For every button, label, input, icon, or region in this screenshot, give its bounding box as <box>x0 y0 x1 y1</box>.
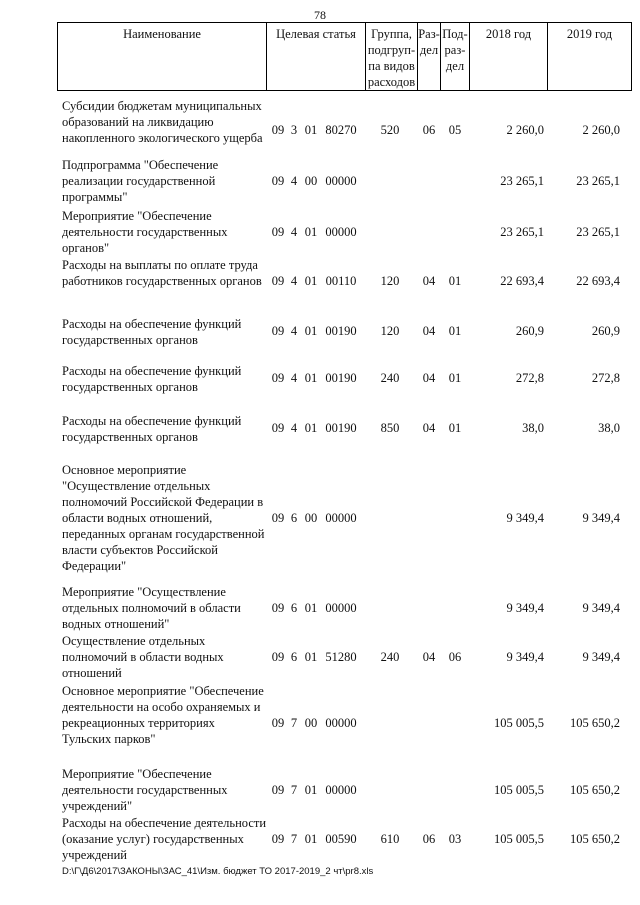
cell-cs2: 4 <box>290 225 298 239</box>
row-name: Мероприятие "Обеспечение деятельности государственных органов" <box>62 209 228 255</box>
cell-grp: 520 <box>380 123 400 137</box>
row-name: Основное мероприятие "Обеспечение деятельности на особо охраняемых и рекреационных территориях Тульских парков" <box>62 684 264 746</box>
cell-v2018: 105 005,5 <box>494 832 544 846</box>
cell-cs2: 4 <box>290 324 298 338</box>
row-name: Основное мероприятие "Осуществление отдельных полномочий Российской Федерации в области водных отношений, переданных органам государственной власти субъектов Российской Федерации" <box>62 463 265 573</box>
cell-pr: 01 <box>448 371 462 385</box>
cell-cs1: 09 <box>271 832 285 846</box>
cell-cs1: 09 <box>271 371 285 385</box>
cell-cs4: 00000 <box>325 716 357 730</box>
cell-v2018: 22 693,4 <box>500 274 544 288</box>
cell-v2019: 105 650,2 <box>570 832 620 846</box>
cell-v2018: 105 005,5 <box>494 783 544 797</box>
cell-cs1: 09 <box>271 716 285 730</box>
cell-cs4: 80270 <box>325 123 357 137</box>
cell-v2018: 105 005,5 <box>494 716 544 730</box>
cell-cs2: 3 <box>290 123 298 137</box>
row-name: Субсидии бюджетам муниципальных образований на ликвидацию накопленного экологического ущерба <box>62 99 263 145</box>
cell-cs3: 01 <box>304 650 318 664</box>
cell-cs4: 00000 <box>325 783 357 797</box>
cell-cs2: 4 <box>290 371 298 385</box>
cell-cs2: 7 <box>290 783 298 797</box>
header-group: Группа, подгруп- па видов расходов <box>365 23 417 90</box>
cell-cs2: 7 <box>290 832 298 846</box>
file-path-footer: D:\Г\Д6\2017\ЗАКОНЫ\ЗАС_41\Изм. бюджет ТО 2017-2019_2 чт\pr8.xls <box>62 866 374 877</box>
cell-cs3: 01 <box>304 123 318 137</box>
cell-cs3: 00 <box>304 716 318 730</box>
cell-cs4: 00000 <box>325 511 357 525</box>
cell-rz: 04 <box>422 650 436 664</box>
cell-cs4: 00110 <box>325 274 357 288</box>
table-header <box>57 22 632 91</box>
cell-cs3: 01 <box>304 274 318 288</box>
row-name: Мероприятие "Обеспечение деятельности государственных учреждений" <box>62 767 228 813</box>
cell-v2019: 9 349,4 <box>582 511 620 525</box>
cell-cs4: 00590 <box>325 832 357 846</box>
cell-cs2: 6 <box>290 511 298 525</box>
cell-cs1: 09 <box>271 783 285 797</box>
cell-cs3: 01 <box>304 783 318 797</box>
cell-v2018: 38,0 <box>522 421 544 435</box>
cell-cs2: 4 <box>290 421 298 435</box>
cell-cs3: 01 <box>304 601 318 615</box>
row-name: Мероприятие "Осуществление отдельных полномочий в области водных отношений" <box>62 585 241 631</box>
cell-v2019: 272,8 <box>591 371 620 385</box>
cell-cs3: 01 <box>304 324 318 338</box>
header-target: Целевая статья <box>266 23 365 90</box>
cell-v2018: 9 349,4 <box>506 650 544 664</box>
cell-v2019: 9 349,4 <box>582 650 620 664</box>
cell-cs4: 00000 <box>325 601 357 615</box>
cell-cs1: 09 <box>271 225 285 239</box>
cell-grp: 120 <box>380 324 400 338</box>
cell-cs4: 00190 <box>325 371 357 385</box>
cell-v2019: 2 260,0 <box>582 123 620 137</box>
cell-grp: 120 <box>380 274 400 288</box>
cell-cs1: 09 <box>271 601 285 615</box>
cell-v2019: 38,0 <box>598 421 620 435</box>
cell-rz: 04 <box>422 274 436 288</box>
cell-cs1: 09 <box>271 511 285 525</box>
row-name: Расходы на обеспечение функций государственных органов <box>62 414 242 444</box>
cell-pr: 06 <box>448 650 462 664</box>
row-name: Расходы на обеспечение деятельности (оказание услуг) государственных учреждений <box>62 816 267 862</box>
cell-cs3: 01 <box>304 225 318 239</box>
cell-v2019: 260,9 <box>591 324 620 338</box>
cell-rz: 04 <box>422 324 436 338</box>
cell-cs2: 4 <box>290 274 298 288</box>
cell-cs2: 6 <box>290 601 298 615</box>
cell-v2018: 272,8 <box>515 371 544 385</box>
cell-cs3: 01 <box>304 832 318 846</box>
cell-cs2: 7 <box>290 716 298 730</box>
header-razdel: Раз- дел <box>417 23 440 90</box>
cell-cs3: 01 <box>304 421 318 435</box>
cell-rz: 04 <box>422 421 436 435</box>
cell-v2019: 22 693,4 <box>576 274 620 288</box>
cell-rz: 04 <box>422 371 436 385</box>
cell-pr: 03 <box>448 832 462 846</box>
cell-cs1: 09 <box>271 174 285 188</box>
cell-v2019: 23 265,1 <box>576 225 620 239</box>
cell-cs1: 09 <box>271 123 285 137</box>
cell-v2018: 2 260,0 <box>506 123 544 137</box>
cell-v2018: 23 265,1 <box>500 225 544 239</box>
cell-cs1: 09 <box>271 650 285 664</box>
cell-cs4: 00000 <box>325 225 357 239</box>
header-name: Наименование <box>123 27 201 41</box>
cell-cs4: 00190 <box>325 324 357 338</box>
cell-cs3: 01 <box>304 371 318 385</box>
cell-v2019: 9 349,4 <box>582 601 620 615</box>
cell-pr: 01 <box>448 421 462 435</box>
cell-rz: 06 <box>422 832 436 846</box>
cell-v2018: 9 349,4 <box>506 601 544 615</box>
cell-cs2: 6 <box>290 650 298 664</box>
cell-cs4: 51280 <box>325 650 357 664</box>
cell-v2019: 105 650,2 <box>570 783 620 797</box>
cell-grp: 240 <box>380 371 400 385</box>
header-podrazdel: Под- раз- дел <box>440 23 469 90</box>
cell-v2018: 9 349,4 <box>506 511 544 525</box>
header-2019: 2019 год <box>547 23 631 90</box>
cell-v2019: 23 265,1 <box>576 174 620 188</box>
cell-rz: 06 <box>422 123 436 137</box>
cell-v2018: 23 265,1 <box>500 174 544 188</box>
cell-cs3: 00 <box>304 511 318 525</box>
cell-grp: 850 <box>380 421 400 435</box>
cell-cs3: 00 <box>304 174 318 188</box>
row-name: Расходы на выплаты по оплате труда работников государственных органов <box>62 258 262 288</box>
cell-cs4: 00000 <box>325 174 357 188</box>
row-name: Расходы на обеспечение функций государственных органов <box>62 364 242 394</box>
cell-pr: 01 <box>448 324 462 338</box>
cell-cs2: 4 <box>290 174 298 188</box>
cell-pr: 05 <box>448 123 462 137</box>
cell-pr: 01 <box>448 274 462 288</box>
cell-grp: 610 <box>380 832 400 846</box>
page-number: 78 <box>314 8 326 22</box>
cell-grp: 240 <box>380 650 400 664</box>
cell-cs4: 00190 <box>325 421 357 435</box>
row-name: Подпрограмма "Обеспечение реализации государственной программы" <box>62 158 219 204</box>
cell-cs1: 09 <box>271 274 285 288</box>
cell-cs1: 09 <box>271 421 285 435</box>
row-name: Расходы на обеспечение функций государственных органов <box>62 317 242 347</box>
header-2018: 2018 год <box>469 23 547 90</box>
cell-cs1: 09 <box>271 324 285 338</box>
cell-v2018: 260,9 <box>515 324 544 338</box>
cell-v2019: 105 650,2 <box>570 716 620 730</box>
row-name: Осуществление отдельных полномочий в области водных отношений <box>62 634 224 680</box>
